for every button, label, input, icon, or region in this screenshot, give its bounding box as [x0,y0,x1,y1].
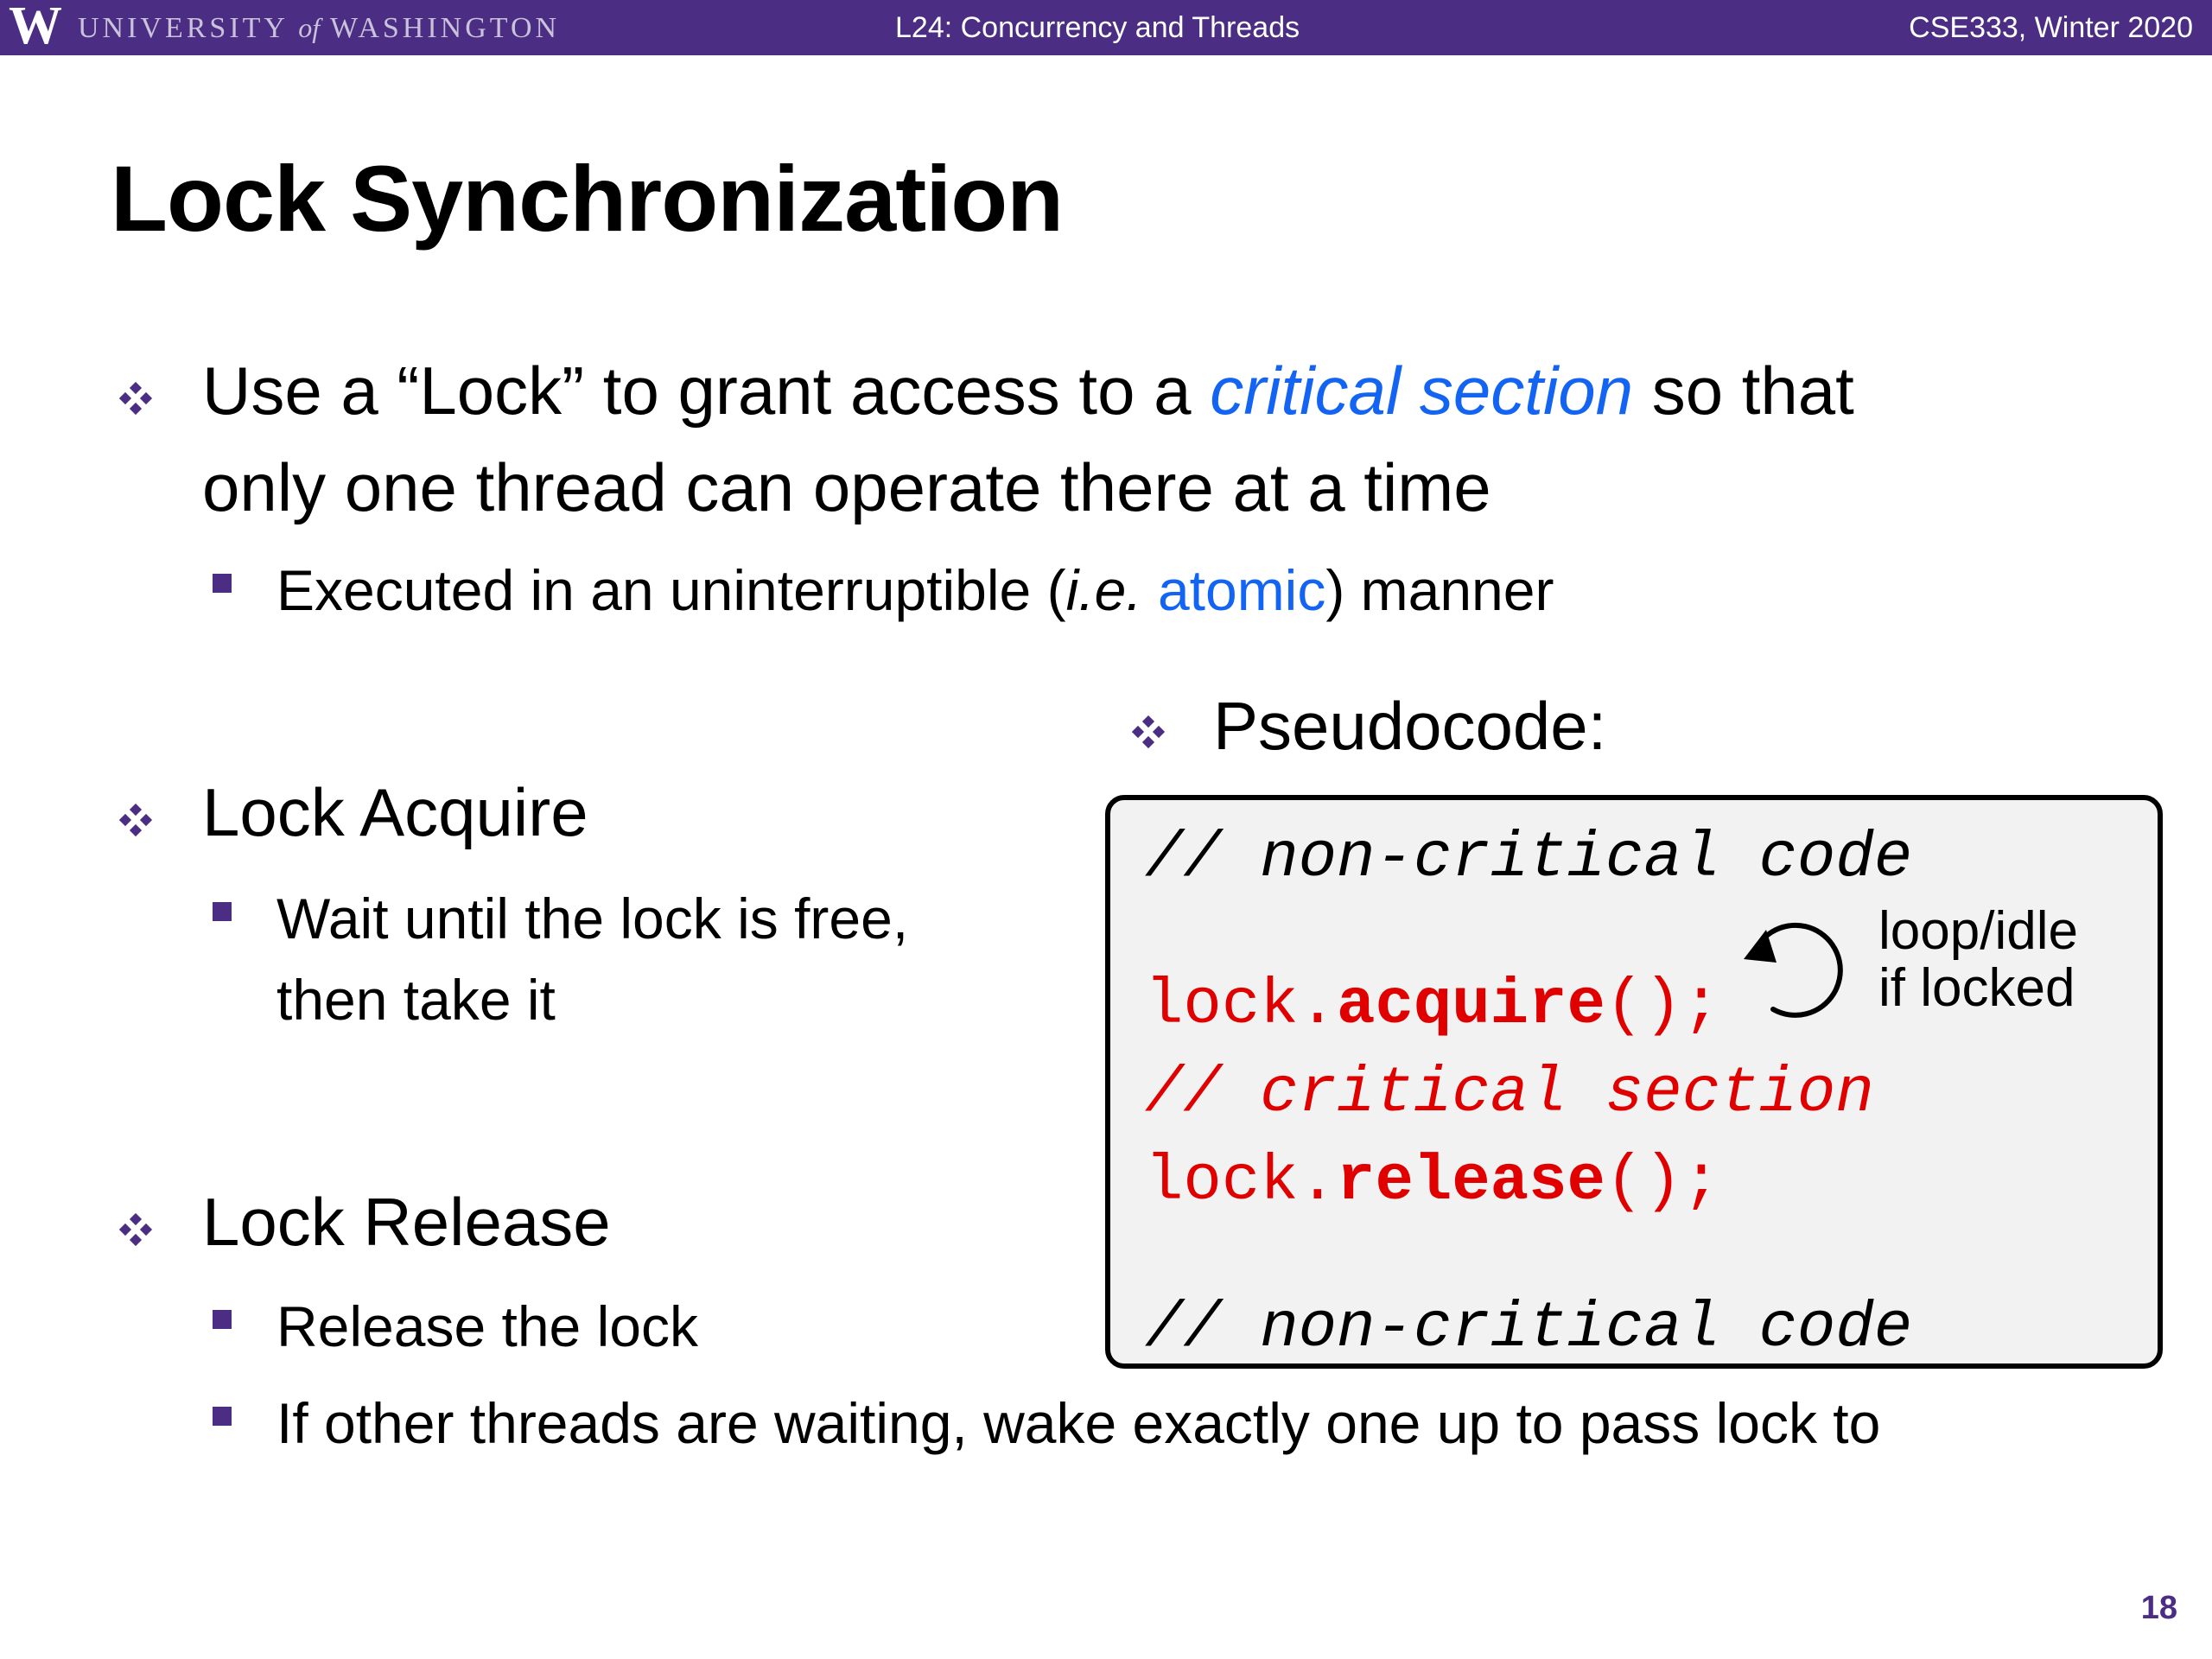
loop-arrow-icon [1732,900,1861,1030]
loop-note-line1: loop/idle [1878,901,2078,961]
square-bullet-icon [213,902,232,921]
code-comment-critical: // critical section [1145,1058,1874,1130]
code-comment-noncritical-1: // non-critical code [1145,823,1913,895]
slide-title: Lock Synchronization [111,146,1064,251]
atomic-term: atomic [1157,558,1326,622]
lock-acquire-desc-line1: Wait until the lock is free, [276,887,909,950]
page-number: 18 [2140,1590,2177,1626]
code-lock-release: lock.release(); [1145,1146,1721,1218]
square-bullet-icon [213,1407,232,1426]
square-bullet-icon [213,1310,232,1329]
lock-release-desc: Release the lock [276,1294,698,1358]
pseudocode-box [1105,795,2163,1369]
course-label: CSE333, Winter 2020 [1909,11,2193,44]
diamond-bullet-icon [119,1213,154,1248]
university-logo [0,0,570,55]
pseudocode-heading: Pseudocode: [1213,688,1607,764]
bullet-critical-section-line2: only one thread can operate there at a time [202,449,1491,525]
diamond-bullet-icon [119,382,154,416]
square-bullet-icon [213,574,232,593]
loop-note-line2: if locked [1878,958,2075,1018]
code-comment-noncritical-2: // non-critical code [1145,1293,1913,1365]
lock-acquire-desc-line2: then take it [276,968,556,1032]
bullet-atomic: Executed in an uninterruptible (i.e. atomic) manner [276,558,1554,622]
lock-release-heading: Lock Release [202,1184,611,1260]
bullet-critical-section: Use a “Lock” to grant access to a critical section so that [202,353,1854,429]
lock-release-wake-desc: If other threads are waiting, wake exactly one up to pass lock to [276,1391,1881,1455]
lecture-title: L24: Concurrency and Threads [895,11,1300,44]
header-bar [0,0,2212,55]
university-name: UNIVERSITY of WASHINGTON [78,12,561,44]
diamond-bullet-icon [119,804,154,838]
lock-acquire-heading: Lock Acquire [202,774,588,850]
critical-section-term: critical section [1210,353,1634,429]
diamond-bullet-icon [1132,715,1166,750]
code-lock-acquire: lock.acquire(); [1145,969,1721,1042]
uw-w-logo: W [9,0,62,55]
